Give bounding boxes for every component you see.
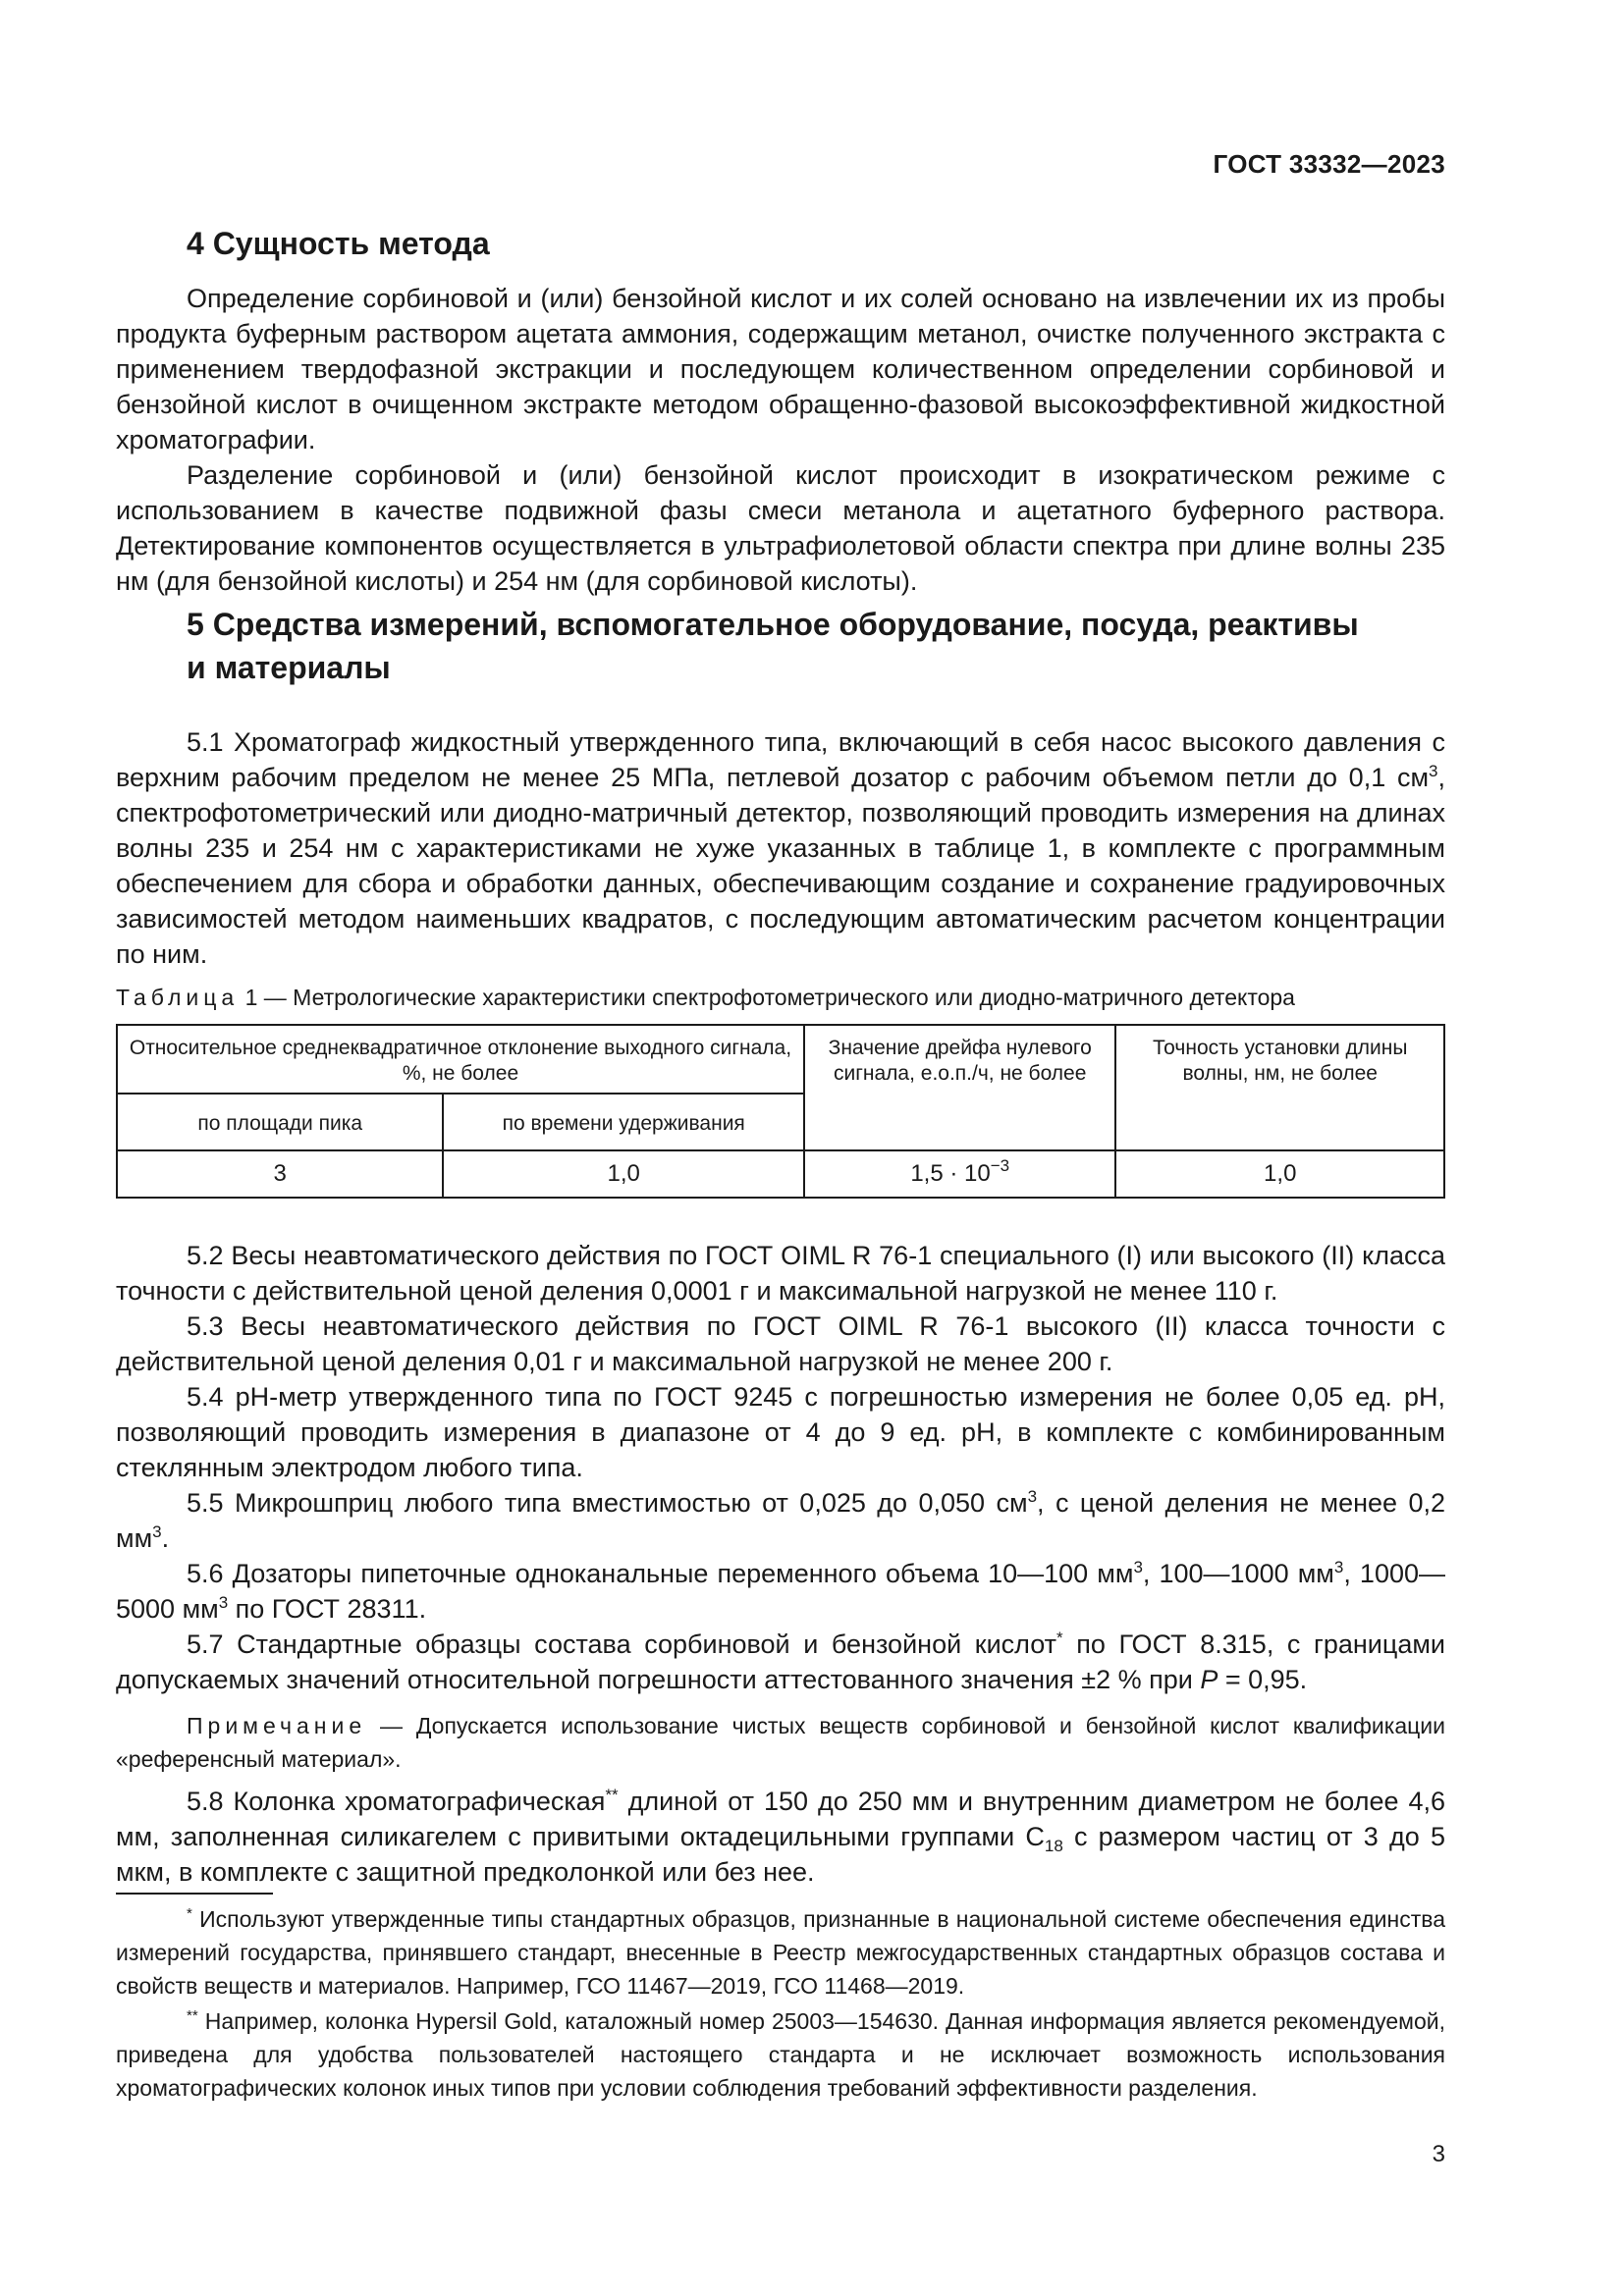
- page-number: 3: [1432, 2141, 1445, 2167]
- paragraph-5-8: 5.8 Колонка хроматографическая** длиной от 150 до 250 мм и внутренним диаметром не более 4,6 мм, заполненная силикагелем с привитыми октадецильными группами $С_{18}$ с размером частиц от 3 до 5 мкм, в комплекте с защитной предколонкой или без нее.: [116, 1786, 1445, 1887]
- footnote-divider: [116, 1893, 273, 1895]
- document-header: ГОСТ 33332—2023: [1213, 149, 1445, 179]
- header-std-deviation: Относительное среднеквадратичное отклонение выходного сигнала, %, не более: [117, 1025, 804, 1094]
- section-4-paragraph-2: Разделение сорбиновой и (или) бензойной кислот происходит в изократическом режиме с использованием в качестве подвижной фазы смеси метанола и ацетатного буферного раствора. Детектирование компонентов осуществляется в ультрафиолетовой области спектра при длине волны 235 нм (для бензойной кислоты) и 254 нм (для сорбиновой кислоты).: [116, 460, 1445, 596]
- value-wavelength-accuracy: 1,0: [1115, 1150, 1444, 1198]
- footnote-2: ** Например, колонка Hypersil Gold, каталожный номер 25003—154630. Данная информация является рекомендуемой, приведена для удобства пользователей настоящего стандарта и не исключает возможность использования хроматографических колонок иных типов при условии соблюдения требований эффективности разделения.: [116, 2007, 1445, 2101]
- table-caption: Таблица 1 — Метрологические характеристики спектрофотометрического или диодно-матричного детектора: [116, 985, 1295, 1010]
- paragraph-5-3: 5.3 Весы неавтоматического действия по ГОСТ OIML R 76-1 высокого (II) класса точности с действительной ценой деления 0,01 г и максимальной нагрузкой не менее 200 г.: [116, 1311, 1445, 1376]
- paragraph-5-1: 5.1 Хроматограф жидкостный утвержденного типа, включающий в себя насос высокого давления с верхним рабочим пределом не менее 25 МПа, петлевой дозатор с рабочим объемом петли до 0,1 $см^3$, спектрофотометрический или диодно-матричный детектор, позволяющий проводить измерения на длинах волны 235 и 254 нм с характеристиками не хуже указанных в таблице 1, в комплекте с программным обеспечением для сбора и обработки данных, обеспечивающим создание и сохранение градуировочных зависимостей методом наименьших квадратов, с последующим автоматическим расчетом концентрации по ним.: [116, 727, 1445, 969]
- header-zero-drift: Значение дрейфа нулевого сигнала, е.о.п./ч, не более: [804, 1025, 1116, 1150]
- value-zero-drift: $1,5 \cdot 10^{-3}$: [804, 1150, 1116, 1198]
- value-retention-time: 1,0: [443, 1150, 803, 1198]
- paragraph-5-4: 5.4 pH-метр утвержденного типа по ГОСТ 9245 с погрешностью измерения не более 0,05 ед. pH, позволяющий проводить измерения в диапазоне от 4 до 9 ед. pH, в комплекте с комбинированным стеклянным электродом любого типа.: [116, 1382, 1445, 1482]
- paragraph-5-7: 5.7 Стандартные образцы состава сорбиновой и бензойной кислот* по ГОСТ 8.315, с границами допускаемых значений относительной погрешности аттестованного значения ±2 % при P = 0,95.: [116, 1629, 1445, 1694]
- section-5-title-line-1: 5 Средства измерений, вспомогательное оборудование, посуда, реактивы: [187, 607, 1359, 642]
- section-4-title: 4 Сущность метода: [187, 226, 490, 261]
- value-peak-area: 3: [117, 1150, 443, 1198]
- section-5-title: [187, 603, 1445, 689]
- note: Примечание — Допускается использование чистых веществ сорбиновой и бензойной кислот квалификации «референсный материал».: [116, 1713, 1445, 1772]
- section-5-title-line-2: и материалы: [187, 650, 391, 685]
- paragraph-5-2: 5.2 Весы неавтоматического действия по ГОСТ OIML R 76-1 специального (I) или высокого (II) класса точности с действительной ценой деления 0,0001 г и максимальной нагрузкой не менее 110 г.: [116, 1241, 1445, 1306]
- table-row: [117, 1150, 1444, 1198]
- paragraph-5-6: 5.6 Дозаторы пипеточные одноканальные переменного объема 10—100 $мм^3$, 100—1000 $мм^3$, 1000—5000 $мм^3$ по ГОСТ 28311.: [116, 1558, 1445, 1624]
- header-retention-time: по времени удерживания: [443, 1094, 803, 1150]
- footnote-1: * Используют утвержденные типы стандартных образцов, признанные в национальной системе обеспечения единства измерений государства, принявшего стандарт, внесенные в Реестр межгосударственных стандартных образцов состава и свойств веществ и материалов. Например, ГСО 11467—2019, ГСО 11468—2019.: [116, 1905, 1445, 1999]
- paragraph-5-5: 5.5 Микрошприц любого типа вместимостью от 0,025 до 0,050 $см^3$, с ценой деления не менее 0,2 $мм^3$.: [116, 1487, 1446, 1553]
- header-peak-area: по площади пика: [117, 1094, 443, 1150]
- section-4-paragraph-1: Определение сорбиновой и (или) бензойной кислот и их солей основано на извлечении их из пробы продукта буферным раствором ацетата аммония, содержащим метанол, очистке полученного экстракта с применением твердофазной экстракции и последующем количественном определении сорбиновой и бензойной кислот в очищенном экстракте методом обращенно-фазовой высокоэффективной жидкостной хроматографии.: [116, 284, 1445, 454]
- metrology-table: [116, 1024, 1445, 1199]
- header-wavelength-accuracy: Точность установки длины волны, нм, не более: [1115, 1025, 1444, 1150]
- table-header-row: [117, 1025, 1444, 1094]
